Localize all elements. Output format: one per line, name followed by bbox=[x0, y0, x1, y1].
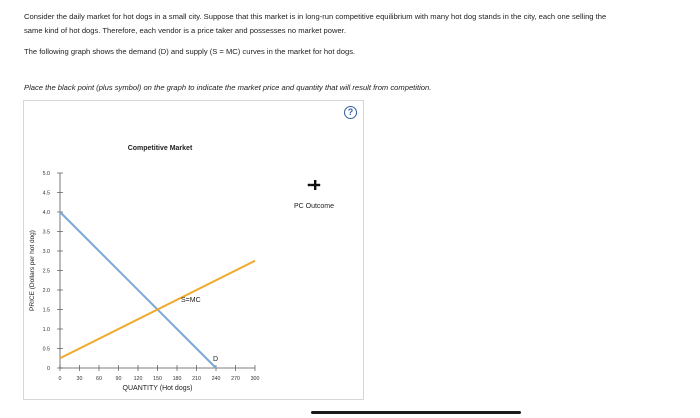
x-tick-label: 150 bbox=[153, 376, 162, 382]
black-plus-point-icon[interactable] bbox=[300, 176, 330, 196]
y-tick-label: 2.0 bbox=[42, 288, 50, 294]
x-tick-label: 0 bbox=[58, 376, 62, 382]
y-tick-label: 0.5 bbox=[42, 346, 50, 353]
x-tick-label: 180 bbox=[172, 376, 182, 382]
y-tick-label: 4.5 bbox=[42, 190, 50, 197]
x-tick-label: 30 bbox=[76, 376, 83, 382]
x-tick-label: 60 bbox=[96, 376, 102, 382]
demand-curve bbox=[60, 212, 219, 368]
y-tick-label: 1.5 bbox=[42, 307, 50, 314]
x-tick-label: 300 bbox=[250, 376, 260, 382]
pc-outcome-label: PC Outcome bbox=[293, 203, 335, 210]
supply-curve-label: S=MC bbox=[181, 296, 201, 304]
chart-title: Competitive Market bbox=[127, 145, 193, 152]
x-axis-label: QUANTITY (Hot dogs) bbox=[122, 385, 193, 392]
x-tick-label: 270 bbox=[231, 376, 240, 382]
question-circle-icon[interactable]: ? bbox=[344, 106, 357, 119]
demand-curve-label: D bbox=[213, 356, 219, 363]
y-tick-label: 3.0 bbox=[42, 249, 50, 255]
y-tick-label: 3.5 bbox=[42, 229, 50, 236]
instruction-text: Place the black point (plus symbol) on the graph to indicate the market price and quantity that will result from competition. bbox=[24, 83, 432, 92]
x-tick-label: 210 bbox=[192, 376, 201, 382]
y-tick-label: 4.0 bbox=[42, 210, 50, 216]
chart-axes bbox=[60, 173, 255, 368]
y-tick-label: 2.5 bbox=[42, 268, 50, 275]
y-tick-label: 0 bbox=[47, 366, 50, 372]
intro-paragraph-1: Consider the daily market for hot dogs in a small city. Suppose that this market is in long-run competitive equilibrium with many hot dog stands in the city, each one selling the same kind of hot dogs. Therefore, each vendor is a price taker and possesses no market power. bbox=[24, 12, 607, 35]
home-indicator bbox=[311, 411, 521, 414]
y-axis-label: PRICE (Dollars per hot dog) bbox=[29, 230, 36, 311]
y-tick-label: 1.0 bbox=[42, 327, 50, 333]
y-tick-label: 5.0 bbox=[42, 171, 50, 177]
chart-series bbox=[60, 212, 255, 368]
intro-paragraph-2: The following graph shows the demand (D) and supply (S = MC) curves in the market for hot dogs. bbox=[24, 47, 356, 56]
supply-curve bbox=[60, 261, 255, 359]
x-tick-label: 90 bbox=[115, 376, 122, 382]
x-tick-label: 120 bbox=[133, 376, 143, 382]
x-tick-label: 240 bbox=[211, 376, 221, 382]
